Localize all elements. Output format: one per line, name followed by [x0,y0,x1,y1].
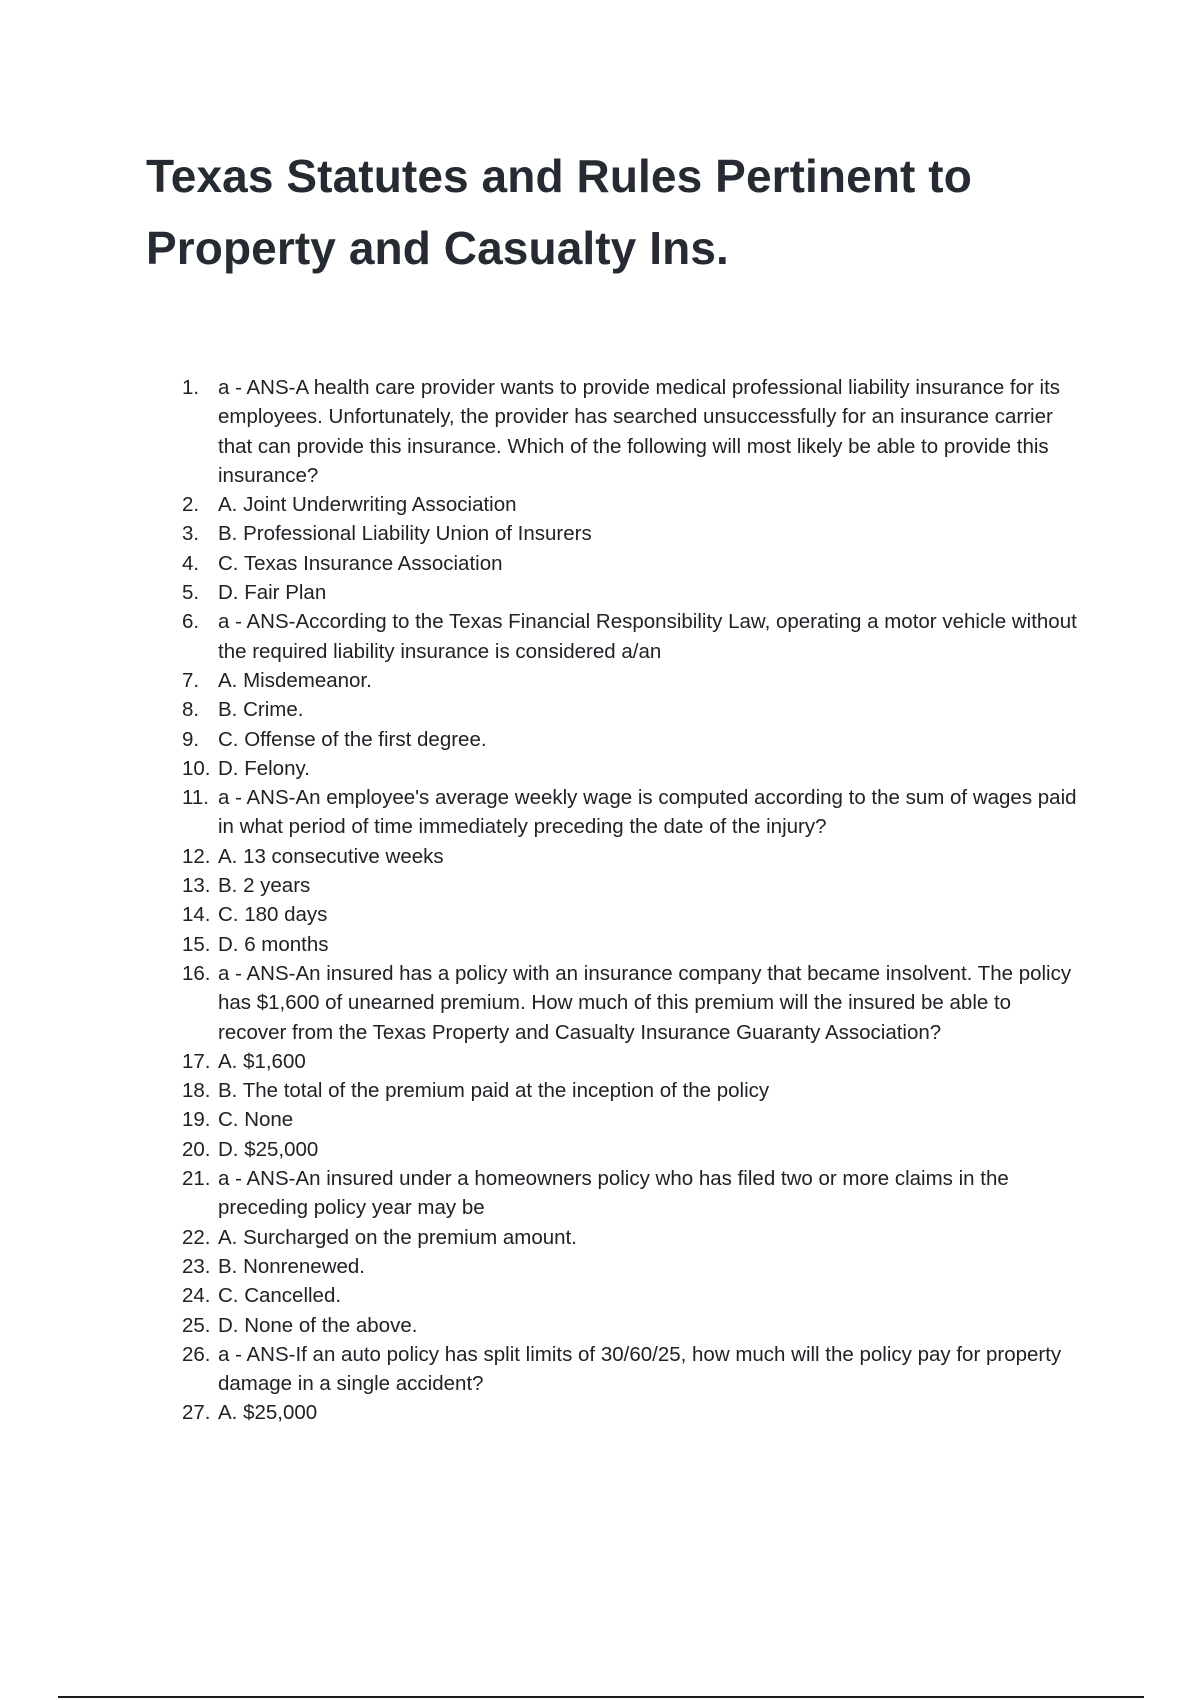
list-item-number: 25. [182,1313,211,1337]
list-item-text: C. Texas Insurance Association [218,551,503,575]
list-item-text: D. Felony. [218,756,310,780]
list-item-number: 21. [182,1167,211,1191]
list-item-number: 13. [182,874,211,898]
list-item-text: a - ANS-If an auto policy has split limits of 30/60/25, how much will the policy pay for property damage in a single accident? [218,1342,1062,1396]
list-item-number: 4. [182,551,200,575]
qa-list [182,373,1082,1428]
list-item-number: 2. [182,493,200,517]
list-item-text: A. Misdemeanor. [218,668,372,692]
list-item-text: B. Crime. [218,698,304,722]
list-item-text: C. None [218,1108,294,1132]
list-item [182,900,1082,929]
list-item-text: B. 2 years [218,874,311,898]
list-item-text: B. Nonrenewed. [218,1254,366,1278]
list-item-text: a - ANS-An insured has a policy with an insurance company that became insolvent. The policy has $1,600 of unearned premium. How much of this premium will the insured be able to recover from the Texas Property and Casualty Insurance Guaranty Association? [218,961,1072,1044]
list-item [182,871,1082,900]
list-item [182,578,1082,607]
list-item-number: 15. [182,932,211,956]
list-item [182,754,1082,783]
list-item [182,842,1082,871]
list-item [182,695,1082,724]
list-item-text: A. 13 consecutive weeks [218,844,444,868]
list-item-number: 9. [182,727,200,751]
list-item [182,490,1082,519]
list-item-number: 7. [182,668,200,692]
list-item [182,1105,1082,1134]
list-item [182,959,1082,1047]
list-item-text: C. 180 days [218,903,328,927]
list-item-text: D. None of the above. [218,1313,418,1337]
list-item-text: A. $25,000 [218,1401,318,1425]
list-item [182,1398,1082,1427]
list-item-number: 24. [182,1284,211,1308]
list-item [182,1281,1082,1310]
list-item [182,1223,1082,1252]
list-item [182,519,1082,548]
list-item-text: B. Professional Liability Union of Insurers [218,522,592,546]
list-item-text: B. The total of the premium paid at the inception of the policy [218,1079,770,1103]
list-item-text: D. Fair Plan [218,581,327,605]
list-item-text: A. Joint Underwriting Association [218,493,517,517]
list-item-number: 19. [182,1108,211,1132]
list-item-number: 10. [182,756,211,780]
list-item [182,930,1082,959]
list-item-number: 12. [182,844,211,868]
list-item-text: D. 6 months [218,932,329,956]
list-item-number: 8. [182,698,200,722]
list-item [182,1135,1082,1164]
list-item-text: A. $1,600 [218,1049,306,1073]
list-item-number: 20. [182,1137,211,1161]
list-item-number: 17. [182,1049,211,1073]
list-item-number: 11. [182,786,209,810]
list-item [182,607,1082,666]
list-item [182,725,1082,754]
list-item [182,1311,1082,1340]
list-item-number: 14. [182,903,211,927]
list-item-number: 16. [182,961,211,985]
list-item-text: C. Offense of the first degree. [218,727,487,751]
list-item-text: a - ANS-A health care provider wants to provide medical professional liability insurance for its employees. Unfortunately, the provider has searched unsuccessfully for an insurance carrier that can provide this insurance. Which of the following will most likely be able to provide this insurance? [218,376,1061,487]
list-item-text: a - ANS-An insured under a homeowners policy who has filed two or more claims in the preceding policy year may be [218,1167,1009,1220]
list-item [182,1076,1082,1105]
list-item [182,666,1082,695]
list-item-text: C. Cancelled. [218,1284,342,1308]
list-item-text: a - ANS-An employee's average weekly wage is computed according to the sum of wages paid in what period of time immediately preceding the date of the injury? [218,786,1077,839]
list-item-text: D. $25,000 [218,1137,319,1161]
page-title: Texas Statutes and Rules Pertinent to Property and Casualty Ins. [146,150,972,274]
list-item-number: 23. [182,1254,211,1278]
list-item [182,549,1082,578]
list-item [182,1340,1082,1399]
list-item [182,783,1082,842]
list-item [182,1164,1082,1223]
list-item-number: 5. [182,581,200,605]
list-item-number: 27. [182,1401,211,1425]
list-item-number: 26. [182,1342,211,1366]
list-item-number: 18. [182,1079,211,1103]
list-item-text: A. Surcharged on the premium amount. [218,1225,577,1249]
list-item [182,1047,1082,1076]
list-item-number: 22. [182,1225,211,1249]
bottom-divider [58,1696,1144,1698]
list-item [182,1252,1082,1281]
list-item-number: 6. [182,610,200,634]
list-item-number: 3. [182,522,200,546]
list-item-number: 1. [182,376,200,399]
list-item [182,373,1082,490]
list-item-text: a - ANS-According to the Texas Financial Responsibility Law, operating a motor vehicle without the required liability insurance is considered a/an [218,610,1077,663]
